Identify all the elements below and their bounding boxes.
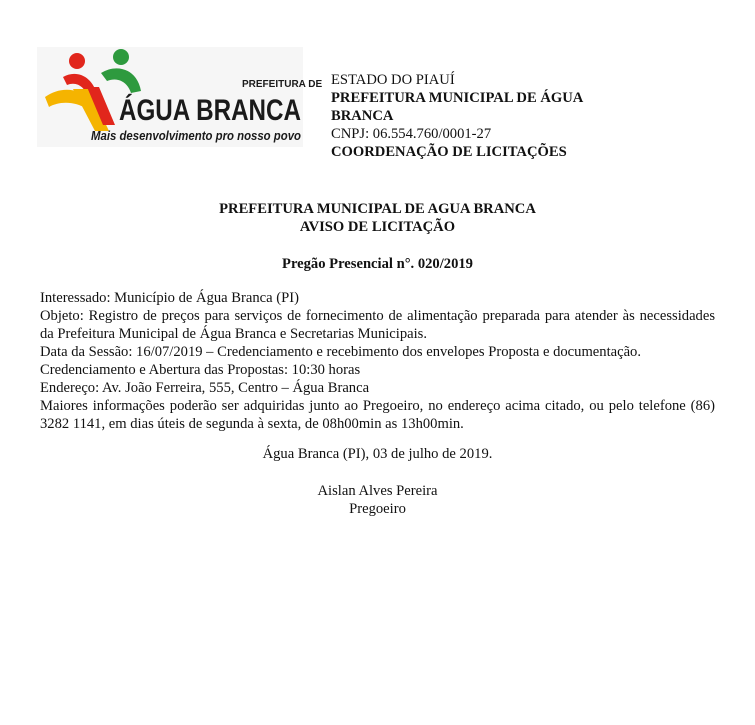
process-number: Pregão Presencial n°. 020/2019 — [282, 256, 473, 272]
place-date: Água Branca (PI), 03 de julho de 2019. — [262, 446, 493, 462]
endereco-line: Endereço: Av. João Ferreira, 555, Centro – Água Branca — [40, 380, 370, 396]
logo-slogan-text: Mais desenvolvimento pro nosso povo — [91, 129, 302, 143]
logo-prefeitura-text: PREFEITURA DE — [242, 79, 323, 90]
objeto-paragraph: Objeto: Registro de preços para serviços de fornecimento de alimentação preparada para atender às necessidades da Prefeitura Municipal de Água Branca e Secretarias Municipais. — [40, 308, 715, 342]
signer-role: Pregoeiro — [349, 501, 406, 517]
notice-subtitle: AVISO DE LICITAÇÃO — [299, 219, 456, 235]
state-name: ESTADO DO PIAUÍ — [331, 72, 455, 88]
notice-body — [40, 289, 715, 433]
prefeitura-logo — [37, 47, 345, 147]
interessado-line: Interessado: Município de Água Branca (PI) — [40, 290, 299, 306]
data-sessao-line: Data da Sessão: 16/07/2019 – Credenciamento e recebimento dos envelopes Proposta e documentação. — [40, 344, 642, 360]
department-name: COORDENAÇÃO DE LICITAÇÕES — [331, 144, 567, 160]
logo-red-head — [69, 53, 85, 69]
municipality-line-2: BRANCA — [331, 108, 394, 124]
municipality-line-1: PREFEITURA MUNICIPAL DE ÁGUA — [331, 90, 584, 106]
notice-title-block — [0, 200, 755, 236]
cnpj: CNPJ: 06.554.760/0001-27 — [331, 126, 492, 142]
signer-name: Aislan Alves Pereira — [317, 483, 438, 499]
signature-block — [0, 482, 755, 518]
informacoes-paragraph: Maiores informações poderão ser adquiridas junto ao Pregoeiro, no endereço acima citado, ou pelo telefone (86) 3282 1141, em dias úteis de segunda à sexta, de 08h00min as 13h00min. — [40, 398, 715, 432]
notice-title: PREFEITURA MUNICIPAL DE AGUA BRANCA — [219, 201, 536, 217]
logo-green-head — [113, 49, 129, 65]
logo-graphic — [37, 47, 345, 147]
credenciamento-line: Credenciamento e Abertura das Propostas: 10:30 horas — [40, 362, 361, 378]
header-info — [331, 71, 631, 161]
logo-city-text: ÁGUA BRANCA — [119, 94, 345, 127]
